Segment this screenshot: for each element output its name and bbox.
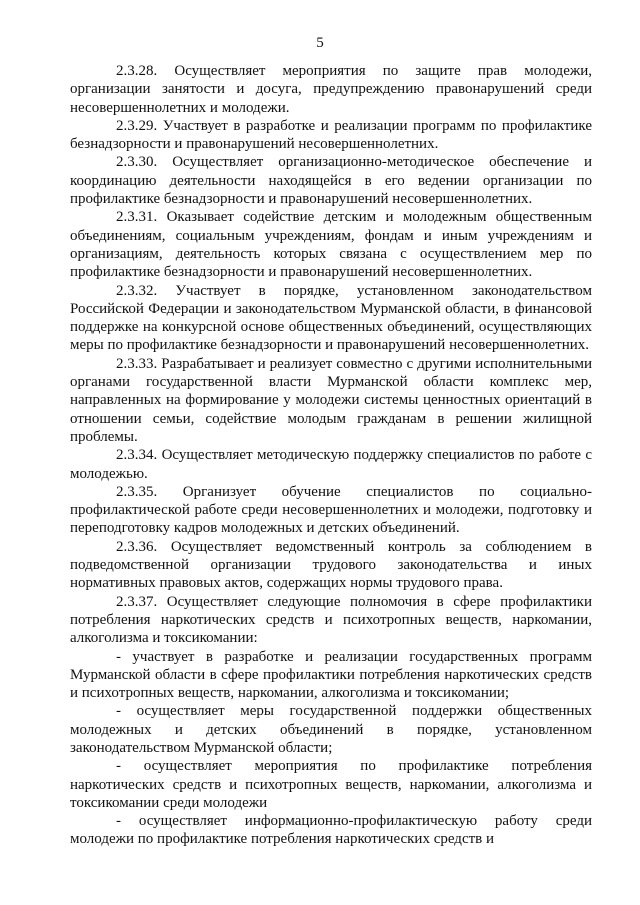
paragraph-2-3-31: 2.3.31. Оказывает содействие детским и молодежным общественным объединениям, социальным учреждениям, фондам и иным учреждениям и организациям, деятельность которых связана с осуществлением мер по профилактике безнадзорности и правонарушений несовершеннолетних. [70,209,592,281]
paragraph-2-3-35: 2.3.35. Организует обучение специалистов по социально-профилактической работе среди несовершеннолетних и молодежи, подготовку и переподготовку кадров молодежных и детских объединений. [70,483,592,537]
paragraph-2-3-29: 2.3.29. Участвует в разработке и реализации программ по профилактике безнадзорности и правонарушений несовершеннолетних. [70,117,592,153]
document-body [70,62,592,849]
bullet-item: - осуществляет меры государственной поддержки общественных молодежных и детских объединений в порядке, установленном законодательством Мурманской области; [70,703,592,756]
bullet-item: - участвует в разработке и реализации государственных программ Мурманской области в сфере профилактики потребления наркотических средств и психотропных веществ, наркомании, алкоголизма и токсикомании; [70,648,592,702]
paragraph-2-3-37: 2.3.37. Осуществляет следующие полномочия в сфере профилактики потребления наркотических средств и психотропных веществ, наркомании, алкоголизма и токсикомании: [70,593,592,647]
bullet-item: - осуществляет информационно-профилактическую работу среди молодежи по профилактике потребления наркотических средств и [70,813,592,848]
paragraph-2-3-34: 2.3.34. Осуществляет методическую поддержку специалистов по работе с молодежью. [70,447,592,482]
paragraph-2-3-32: 2.3.32. Участвует в порядке, установленном законодательством Российской Федерации и законодательством Мурманской области, в финансовой поддержке на конкурсной основе общественных объединений, осуществляющих меры по профилактике безнадзорности и правонарушений несовершеннолетних. [70,282,592,354]
page-number: 5 [316,35,324,51]
paragraph-2-3-28: 2.3.28. Осуществляет мероприятия по защите прав молодежи, организации занятости и досуга, предупреждению правонарушений среди несовершеннолетних и молодежи. [70,63,592,116]
bullet-item: - осуществляет мероприятия по профилактике потребления наркотических средств и психотропных веществ, наркомании, алкоголизма и токсикомании среди молодежи [70,758,592,811]
paragraph-2-3-36: 2.3.36. Осуществляет ведомственный контроль за соблюдением в подведомственной организации трудового законодательства и иных нормативных правовых актов, содержащих нормы трудового права. [70,538,592,592]
paragraph-2-3-33: 2.3.33. Разрабатывает и реализует совместно с другими исполнительными органами государственной власти Мурманской области комплекс мер, направленных на формирование у молодежи системы ценностных ориентаций в отношении семьи, содействие молодым гражданам в решении жилищной проблемы. [70,355,592,445]
paragraph-2-3-30: 2.3.30. Осуществляет организационно-методическое обеспечение и координацию деятельности находящейся в его ведении организации по профилактике безнадзорности и правонарушений несовершеннолетних. [70,154,592,208]
